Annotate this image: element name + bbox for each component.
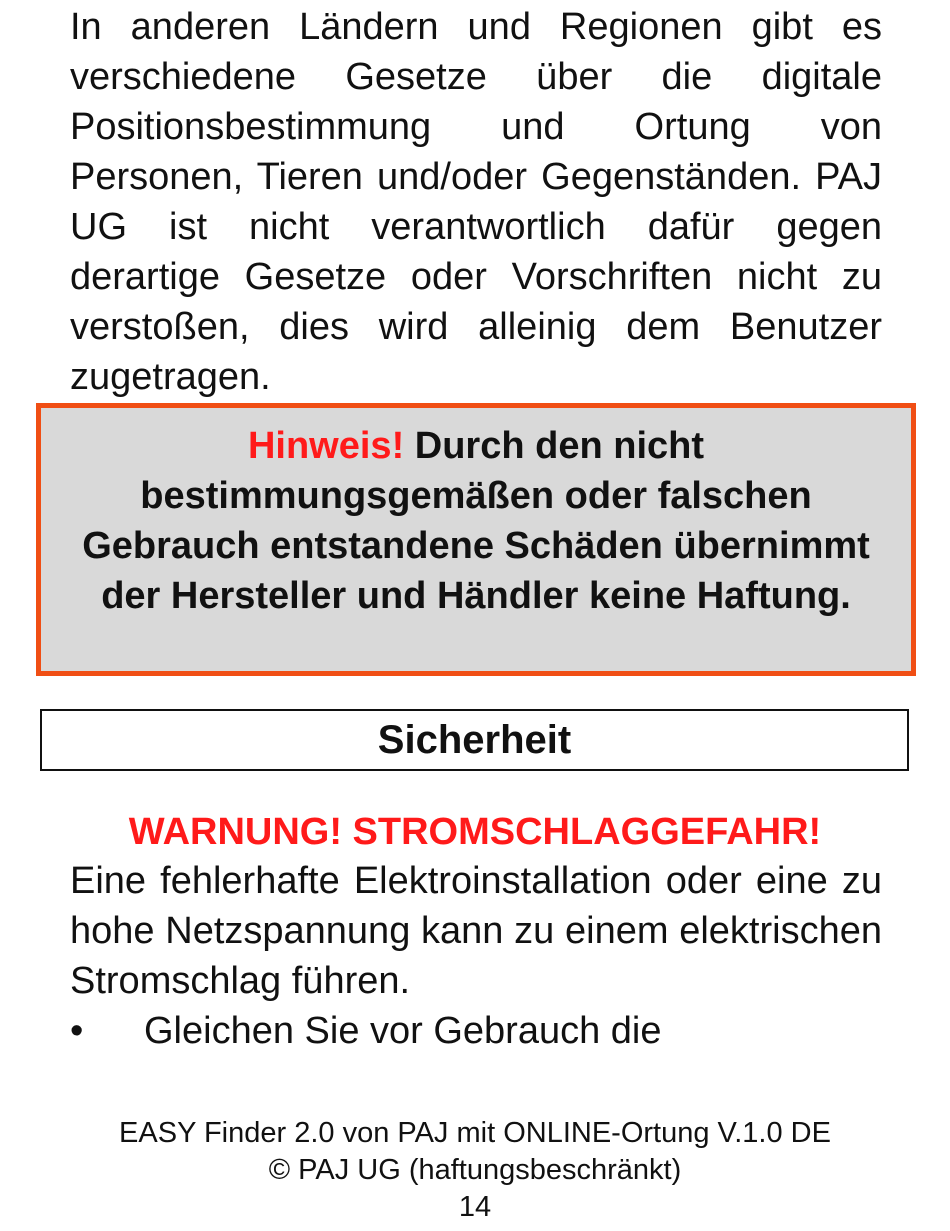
warning-paragraph: Eine fehlerhafte Elektroinstallation oder eine zu hohe Netzspannung kann zu einem elektrischen Stromschlag führen. [70, 860, 882, 1002]
bullet-icon: • [70, 1010, 84, 1052]
footer-product-line: EASY Finder 2.0 von PAJ mit ONLINE-Ortung V.1.0 DE [119, 1117, 831, 1149]
list-item-text: Gleichen Sie vor Gebrauch die [144, 1010, 662, 1052]
section-title: Sicherheit [377, 718, 572, 762]
footer-copyright: © PAJ UG (haftungsbeschränkt) [268, 1154, 682, 1186]
notice-body: Durch den nicht bestimmungsgemäßen oder falschen Gebrauch entstandene Schäden übernimmt der Hersteller und Händler keine Haftung. [82, 425, 870, 617]
section-header-box [40, 709, 909, 771]
page-number: 14 [458, 1191, 492, 1223]
intro-paragraph: In anderen Ländern und Regionen gibt es verschiedene Gesetze über die digitale Positionsbestimmung und Ortung von Personen, Tieren und/oder Gegenständen. PAJ UG ist nicht verantwortlich dafür gegen derartige Gesetze oder Vorschriften nicht zu verstoßen, dies wird alleinig dem Benutzer zugetragen. [70, 6, 882, 398]
notice-box [36, 403, 916, 676]
list-item [70, 1006, 882, 1056]
notice-text-block [41, 408, 911, 621]
notice-label: Hinweis! [247, 425, 405, 467]
warning-heading: WARNUNG! STROMSCHLAGGEFAHR! [128, 811, 822, 853]
page-footer [0, 1115, 950, 1226]
